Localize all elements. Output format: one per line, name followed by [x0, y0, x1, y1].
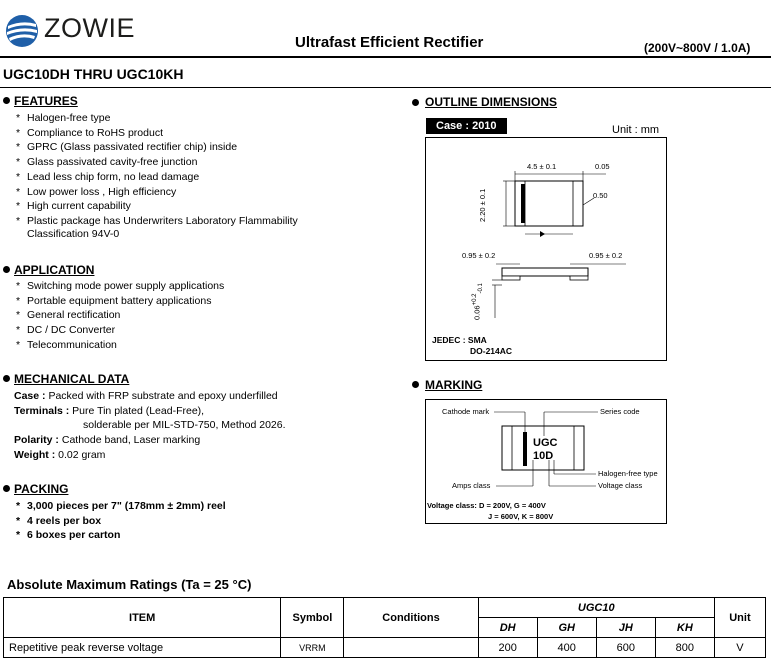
row-value-dh: 200 — [478, 638, 537, 658]
outline-drawing-box — [425, 137, 667, 361]
section-bullet — [412, 99, 419, 106]
amps-class-label: Amps class — [452, 481, 491, 490]
terminals-value: Pure Tin plated (Lead-Free), — [72, 404, 205, 417]
ratings-title: Absolute Maximum Ratings (Ta = 25 °C) — [7, 577, 252, 592]
zowie-logo-icon — [5, 14, 39, 48]
list-item: * 6 boxes per carton — [5, 528, 385, 543]
header-item: ITEM — [4, 598, 281, 638]
outline-drawing — [426, 138, 666, 360]
unit-label: Unit : mm — [612, 124, 660, 136]
case-value: Packed with FRP substrate and epoxy underfilled — [48, 390, 278, 402]
header-col-gh: GH — [537, 618, 596, 638]
list-item: * Halogen-free type — [5, 111, 385, 126]
header-conditions: Conditions — [344, 598, 478, 638]
case-code-label: Case : 2010 — [426, 118, 507, 134]
halogen-label: Halogen-free type — [598, 469, 658, 478]
dim-height: 2.20 ± 0.1 — [478, 188, 487, 222]
header-col-jh: JH — [596, 618, 655, 638]
part-range: UGC10DH THRU UGC10KH — [3, 66, 184, 82]
header-group: UGC10 — [478, 598, 714, 618]
mechanical-heading: MECHANICAL DATA — [14, 372, 130, 386]
dim-gap: 0.05 — [595, 162, 610, 171]
dim-length: 4.5 ± 0.1 — [527, 162, 557, 171]
dim-thickness — [472, 283, 484, 320]
list-item: * Low power loss , High efficiency — [5, 185, 385, 200]
packing-list — [5, 499, 385, 543]
document-title: Ultrafast Efficient Rectifier — [295, 34, 484, 51]
row-symbol: VRRM — [281, 638, 344, 658]
terminals-label: Terminals : — [14, 404, 70, 417]
marking-text-line2: 10D — [533, 450, 554, 462]
header-col-dh: DH — [478, 618, 537, 638]
row-conditions — [344, 638, 478, 658]
section-bullet — [3, 266, 10, 273]
row-value-kh: 800 — [655, 638, 714, 658]
voltage-class-note-2: J = 600V, K = 800V — [488, 512, 554, 521]
dim-tol-minus: -0.1 — [478, 283, 484, 294]
ratings-table — [3, 597, 766, 658]
header-col-kh: KH — [655, 618, 714, 638]
list-item: * Lead less chip form, no lead damage — [5, 170, 385, 185]
dim-pad-right: 0.95 ± 0.2 — [589, 251, 623, 260]
section-bullet — [3, 375, 10, 382]
list-item: * 4 reels per box — [5, 514, 385, 529]
package-label: DO-214AC — [470, 346, 513, 356]
marking-text-line1: UGC — [533, 437, 558, 449]
weight-value: 0.02 gram — [58, 448, 106, 461]
case-label: Case : — [14, 390, 46, 402]
series-code-label: Series code — [600, 407, 640, 416]
voltage-class-note-1: Voltage class: D = 200V, G = 400V — [427, 501, 546, 510]
mechanical-data — [14, 389, 394, 463]
header-rule — [0, 56, 771, 58]
list-item: * DC / DC Converter — [5, 323, 385, 338]
list-item: * High current capability — [5, 199, 385, 214]
application-heading: APPLICATION — [14, 263, 95, 277]
row-value-jh: 600 — [596, 638, 655, 658]
list-item: * 3,000 pieces per 7" (178mm ± 2mm) reel — [5, 499, 385, 514]
list-item-continuation: Classification 94V-0 — [27, 228, 120, 240]
cathode-mark-label: Cathode mark — [442, 407, 490, 416]
polarity-value: Cathode band, Laser marking — [61, 434, 201, 447]
header-symbol: Symbol — [281, 598, 344, 638]
list-item: * Telecommunication — [5, 338, 385, 353]
section-bullet — [412, 381, 419, 388]
list-item: * Portable equipment battery applications — [5, 294, 385, 309]
list-item: * GPRC (Glass passivated rectifier chip) inside — [5, 140, 385, 155]
list-item: * General rectification — [5, 308, 385, 323]
list-item: * Glass passivated cavity-free junction — [5, 155, 385, 170]
packing-heading: PACKING — [14, 482, 69, 496]
section-bullet — [3, 97, 10, 104]
terminals-value-2: solderable per MIL-STD-750, Method 2026. — [83, 419, 286, 432]
section-bullet — [3, 485, 10, 492]
marking-heading: MARKING — [425, 378, 483, 392]
brand-name: ZOWIE — [44, 13, 135, 43]
header-unit: Unit — [714, 598, 765, 638]
row-value-gh: 400 — [537, 638, 596, 658]
rating-range: (200V~800V / 1.0A) — [644, 41, 751, 55]
row-item: Repetitive peak reverse voltage — [4, 638, 281, 658]
voltage-class-label: Voltage class — [598, 481, 643, 490]
features-list — [5, 111, 385, 229]
table-row — [4, 638, 766, 658]
row-unit: V — [714, 638, 765, 658]
marking-drawing-box — [425, 399, 667, 524]
features-heading: FEATURES — [14, 94, 78, 108]
outline-heading: OUTLINE DIMENSIONS — [425, 95, 558, 109]
list-item: * Compliance to RoHS product — [5, 126, 385, 141]
list-item: * Switching mode power supply applications — [5, 279, 385, 294]
dim-thickness-value: 0.06 — [472, 305, 482, 320]
weight-label: Weight : — [14, 448, 56, 461]
jedec-label: JEDEC : SMA — [432, 335, 487, 345]
polarity-label: Polarity : — [14, 434, 59, 447]
list-item: * Plastic package has Underwriters Laboratory Flammability — [5, 214, 385, 229]
dim-pad-left: 0.95 ± 0.2 — [462, 251, 496, 260]
dim-radius: 0.50 — [593, 191, 608, 200]
application-list — [5, 279, 385, 353]
section-rule — [0, 87, 771, 88]
dim-tol-plus: +0.2 — [472, 293, 478, 306]
